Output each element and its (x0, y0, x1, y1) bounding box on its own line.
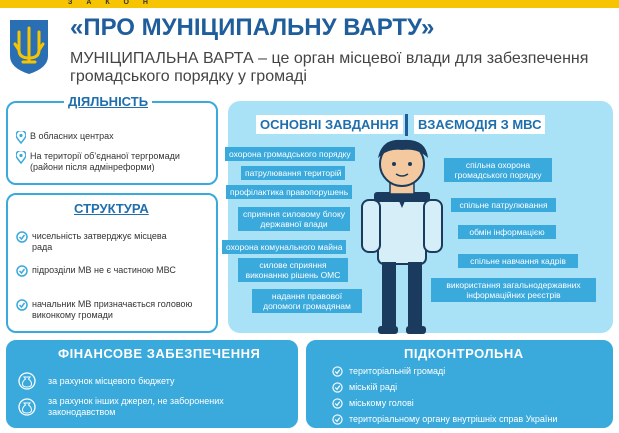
control-item (332, 414, 557, 425)
control-panel (306, 340, 613, 428)
task-item: охорона громадського порядку (225, 147, 355, 161)
finance-heading: ФІНАНСОВЕ ЗАБЕЗПЕЧЕННЯ (58, 346, 261, 361)
activity-item (16, 131, 211, 144)
activity-heading: ДІЯЛЬНІСТЬ (64, 94, 152, 109)
activity-panel (6, 94, 218, 185)
control-item (332, 398, 414, 409)
location-pin-icon (16, 131, 26, 144)
task-item: профілактика правопорушень (226, 185, 352, 199)
trident-icon (6, 18, 52, 76)
check-circle-icon (16, 231, 28, 243)
interaction-item: спільне патрулювання (451, 198, 556, 212)
page-title: «ПРО МУНІЦИПАЛЬНУ ВАРТУ» (70, 14, 435, 41)
kicker-label: З А К О Н (68, 0, 154, 6)
check-circle-icon (332, 414, 343, 425)
tasks-heading: ОСНОВНІ ЗАВДАННЯ (256, 115, 403, 134)
task-item: сприяння силовому блоку державної влади (238, 207, 350, 231)
finance-item (18, 396, 278, 418)
structure-item-text: чисельність затверджує місцева рада (32, 231, 167, 252)
structure-heading: СТРУКТУРА (70, 201, 153, 216)
guard-figure-icon (348, 136, 456, 336)
money-bag-icon (18, 398, 36, 416)
task-item: силове сприяння виконанню рішень ОМС (238, 258, 348, 282)
control-item (332, 382, 397, 393)
interaction-item: спільна охорона громадського порядку (444, 158, 552, 182)
task-item: надання правової допомоги громадянам (252, 289, 362, 313)
money-bag-icon (18, 372, 36, 390)
control-item-text: територіальній громаді (349, 366, 446, 376)
check-circle-icon (332, 382, 343, 393)
interaction-heading: ВЗАЄМОДІЯ З МВС (414, 115, 545, 134)
heading-divider (405, 114, 408, 136)
interaction-item: спільне навчання кадрів (458, 254, 578, 268)
finance-item-text: за рахунок інших джерел, не заборонених законодавством (48, 396, 224, 417)
top-bar (0, 0, 619, 8)
structure-item (16, 231, 186, 253)
structure-item-text: начальник МВ призначається головою виконкому громади (32, 299, 193, 320)
task-item: патрулювання територій (241, 166, 345, 180)
interaction-item: обмін інформацією (458, 225, 556, 239)
interaction-item: використання загальнодержавних інформаційних реєстрів (431, 278, 596, 302)
activity-item-text: В обласних центрах (30, 131, 114, 141)
control-heading: ПІДКОНТРОЛЬНА (404, 346, 524, 361)
task-item: охорона комунального майна (222, 240, 346, 254)
structure-item (16, 265, 186, 277)
check-circle-icon (16, 265, 28, 277)
page-subtitle: МУНІЦИПАЛЬНА ВАРТА – це орган місцевої влади для забезпечення громадського порядку у громаді (70, 50, 589, 85)
control-item-text: міському голові (349, 398, 414, 408)
structure-item (16, 299, 196, 321)
structure-panel (6, 193, 218, 333)
finance-panel (6, 340, 298, 428)
check-circle-icon (16, 299, 28, 311)
structure-item-text: підрозділи МВ не є частиною МВС (32, 265, 176, 275)
check-circle-icon (332, 366, 343, 377)
finance-item (18, 372, 278, 390)
control-item (332, 366, 445, 377)
control-item-text: міській раді (349, 382, 398, 392)
control-item-text: територіальному органу внутрішніх справ України (349, 414, 558, 424)
location-pin-icon (16, 151, 26, 164)
activity-item (16, 151, 211, 173)
check-circle-icon (332, 398, 343, 409)
finance-item-text: за рахунок місцевого бюджету (48, 375, 175, 386)
activity-item-text: На території об’єднаної тергромади (райони після адмінреформи) (30, 151, 180, 172)
